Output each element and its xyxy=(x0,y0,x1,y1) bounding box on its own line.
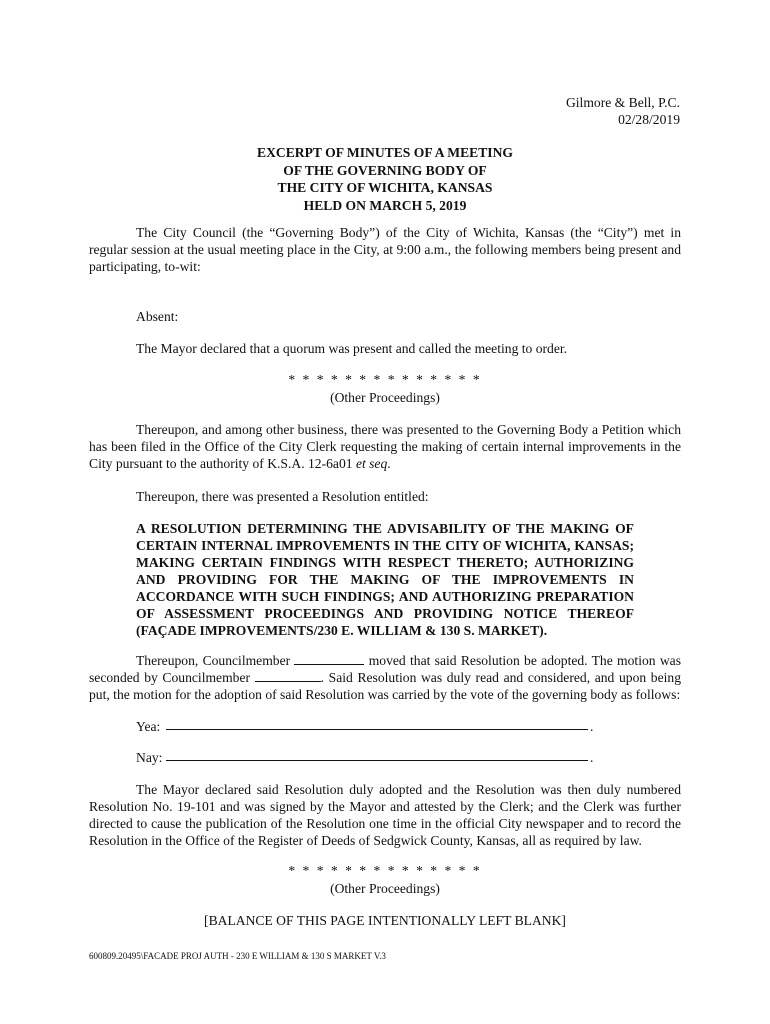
resolution-presented: Thereupon, there was presented a Resolution entitled: xyxy=(136,489,429,504)
councilmember-blank-2 xyxy=(255,671,321,682)
petition-citation: et seq xyxy=(355,456,388,471)
nay-label: Nay: xyxy=(136,750,163,765)
yea-period: . xyxy=(590,719,594,734)
balance-blank-note: [BALANCE OF THIS PAGE INTENTIONALLY LEFT BLANK] xyxy=(204,913,566,928)
document-title xyxy=(185,144,585,214)
motion-paragraph xyxy=(89,652,681,703)
preparer-block xyxy=(480,94,680,128)
other-proceedings-2: (Other Proceedings) xyxy=(330,881,440,896)
nay-period: . xyxy=(590,750,594,765)
title-line-2: OF THE GOVERNING BODY OF xyxy=(283,162,487,178)
nay-line xyxy=(166,760,588,761)
separator-asterisks-1: * * * * * * * * * * * * * * xyxy=(288,372,482,387)
councilmember-blank-1 xyxy=(294,654,364,665)
petition-end: . xyxy=(387,456,391,471)
resolution-title: A RESOLUTION DETERMINING THE ADVISABILITY OF THE MAKING OF CERTAIN INTERNAL IMPROVEMENTS IN THE CITY OF WICHITA, KANSAS; MAKING CERTAIN FINDINGS WITH RESPECT THERETO; AUTHORIZING AND PROVIDING FOR THE MAKING OF THE IMPROVEMENTS IN ACCORDANCE WITH SUCH FINDINGS; AND AUTHORIZING PREPARATION OF ASSESSMENT PROCEEDINGS AND PROVIDING NOTICE THEREOF (FAÇADE IMPROVEMENTS/230 E. WILLIAM & 130 S. MARKET). xyxy=(136,521,634,638)
yea-label: Yea: xyxy=(136,719,161,734)
preparer-name: Gilmore & Bell, P.C. xyxy=(565,95,680,110)
petition-paragraph xyxy=(89,421,681,472)
motion-text-3: . Said Resolution was duly read and considered, and upon being put, the motion for the adoption of said Resolution was carried by the vote of the governing body as follows: xyxy=(89,670,681,702)
absent-label: Absent: xyxy=(136,309,179,324)
motion-text-2: moved that said Resolution be adopted. The motion was seconded by Councilmember xyxy=(89,653,681,685)
title-line-1: EXCERPT OF MINUTES OF A MEETING xyxy=(257,145,513,160)
quorum-statement: The Mayor declared that a quorum was present and called the meeting to order. xyxy=(136,341,568,356)
petition-text: Thereupon, and among other business, there was presented to the Governing Body a Petition which has been filed in the Office of the City Clerk requesting the making of certain internal improvements in the City pursuant to the authority of K.S.A. 12-6a01 xyxy=(89,422,681,471)
opening-paragraph: The City Council (the “Governing Body”) of the City of Wichita, Kansas (the “City”) met in regular session at the usual meeting place in the City, at 9:00 a.m., the following members being present and participating, to-wit: xyxy=(89,225,681,274)
footer-doc-id: 600809.20495\FACADE PROJ AUTH - 230 E WILLIAM & 130 S MARKET V.3 xyxy=(89,951,386,961)
adoption-paragraph: The Mayor declared said Resolution duly adopted and the Resolution was then duly numbered Resolution No. 19-101 and was signed by the Mayor and attested by the Clerk; and the Clerk was further directed to cause the publication of the Resolution one time in the official City newspaper and to record the Resolution in the Office of the Register of Deeds of Sedgwick County, Kansas, all as required by law. xyxy=(89,782,681,848)
title-line-4: HELD ON MARCH 5, 2019 xyxy=(303,197,467,213)
title-line-3: THE CITY OF WICHITA, KANSAS xyxy=(277,180,493,195)
yea-line xyxy=(166,729,588,730)
separator-asterisks-2: * * * * * * * * * * * * * * xyxy=(288,863,482,878)
motion-text-1: Thereupon, Councilmember xyxy=(136,653,295,668)
other-proceedings-1: (Other Proceedings) xyxy=(330,390,440,405)
preparer-date: 02/28/2019 xyxy=(618,112,680,127)
